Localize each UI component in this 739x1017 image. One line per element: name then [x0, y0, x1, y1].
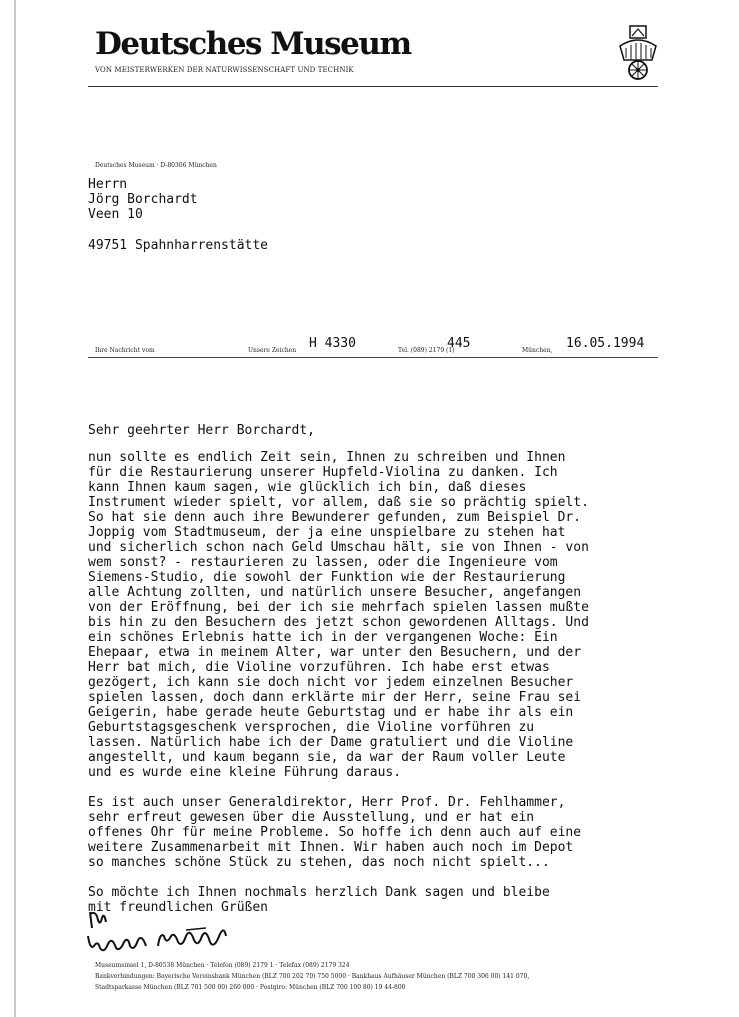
recipient-address [88, 177, 268, 253]
body-paragraph: nun sollte es endlich Zeit sein, Ihnen zu schreiben und Ihnen für die Restaurierung unserer Hupfeld-Violina zu danken. Ich kann Ihnen kaum sagen, wie glücklich ich bin, daß dieses Instrument wieder spielt, vor allem, daß sie so prächtig spielt. So hat sie denn auch ihre Bewunderer gefunden, zum Beispiel Dr. Joppig vom Stadtmuseum, der ja eine unspielbare zu stehen hat und sicherlich schon nach Geld Umschau hält, sie von Ihnen - von wem sonst? - restaurieren zu lassen, oder die Ingenieure vom Siemens-Studio, die sowohl der Funktion wie der Restaurierung alle Achtung zollten, und natürlich unsere Besucher, angefangen von der Eröffnung, bei der ich sie mehrfach spielen lassen mußte bis hin zu den Besuchern des jetzt schon gewordenen Alltags. Und ein schönes Erlebnis hatte ich in der vergangenen Woche: Ein Ehepaar, etwa in meinem Alter, war unter den Besuchern, und der Herr bat mich, die Violine vorzuführen. Ich habe erst etwas gezögert, ich kann sie doch nicht vor jedem einzelnen Besucher spielen lassen, doch dann erklärte mir der Herr, seine Frau sei Geigerin, habe gerade heute Geburtstag und er habe ihr als ein Geburtstagsgeschenk versprochen, die Violine vorführen zu lassen. Natürlich habe ich der Dame gratuliert und die Violine angestellt, und kaum begann sie, da war der Raum voller Leute und es wurde eine kleine Führung daraus. [88, 450, 589, 780]
our-ref-value: H 4330 [309, 336, 356, 351]
museum-crest-icon [614, 24, 662, 84]
letterhead-subtitle: VON MEISTERWERKEN DER NATURWISSENSCHAFT UND TECHNIK [95, 66, 354, 74]
body-paragraph: Es ist auch unser Generaldirektor, Herr Prof. Dr. Fehlhammer, sehr erfreut gewesen über die Ausstellung, und er hat ein offenes Ohr für meine Probleme. So hoffe ich denn auch auf eine weitere Zusammenarbeit mit Ihnen. Wir haben auch noch im Depot so manches schöne Stück zu stehen, das noch nicht spielt... [88, 795, 582, 870]
footer-bank-line-2: Stadtsparkasse München (BLZ 701 500 00) 260 000 · Postgiro: München (BLZ 700 100 80) 19 44-800 [95, 984, 406, 991]
footer-bank-line: Bankverbindungen: Bayerische Vereinsbank München (BLZ 700 202 70) 750 5000 · Bankhaus Aufhäuser München (BLZ 700 306 00) 141 070, [95, 973, 530, 980]
letter-body [88, 450, 688, 915]
phone-ext: 445 [447, 336, 471, 351]
letterhead-rule [88, 86, 658, 87]
handwritten-signature-icon [86, 906, 286, 956]
letter-greeting: Sehr geehrter Herr Borchardt, [88, 423, 315, 438]
recipient-street: Veen 10 [88, 207, 143, 222]
recipient-city: 49751 Spahnharrenstätte [88, 238, 269, 253]
recipient-salutation-line: Herrn [88, 177, 128, 192]
reference-rule [88, 357, 658, 358]
footer-address-line: Museumsinsel 1, D-80538 München · Telefon (089) 2179 1 · Telefax (089) 2179 324 [95, 962, 350, 969]
phone-label: Tel. (089) 2179 (1) [398, 347, 455, 354]
sender-return-line: Deutsches Museum · D-80306 München [95, 162, 217, 169]
recipient-name: Jörg Borchardt [88, 192, 198, 207]
place-label: München, [522, 347, 553, 354]
closing-paragraph: So möchte ich Ihnen nochmals herzlich Dank sagen und bleibe mit freundlichen Grüßen [88, 885, 550, 915]
letterhead-title: Deutsches Museum [95, 26, 411, 62]
scan-edge-line [14, 0, 16, 1017]
letter-date: 16.05.1994 [566, 336, 645, 351]
our-ref-label: Unsere Zeichen [248, 347, 297, 354]
your-message-label: Ihre Nachricht vom [95, 347, 155, 354]
letter-footer [95, 960, 529, 993]
